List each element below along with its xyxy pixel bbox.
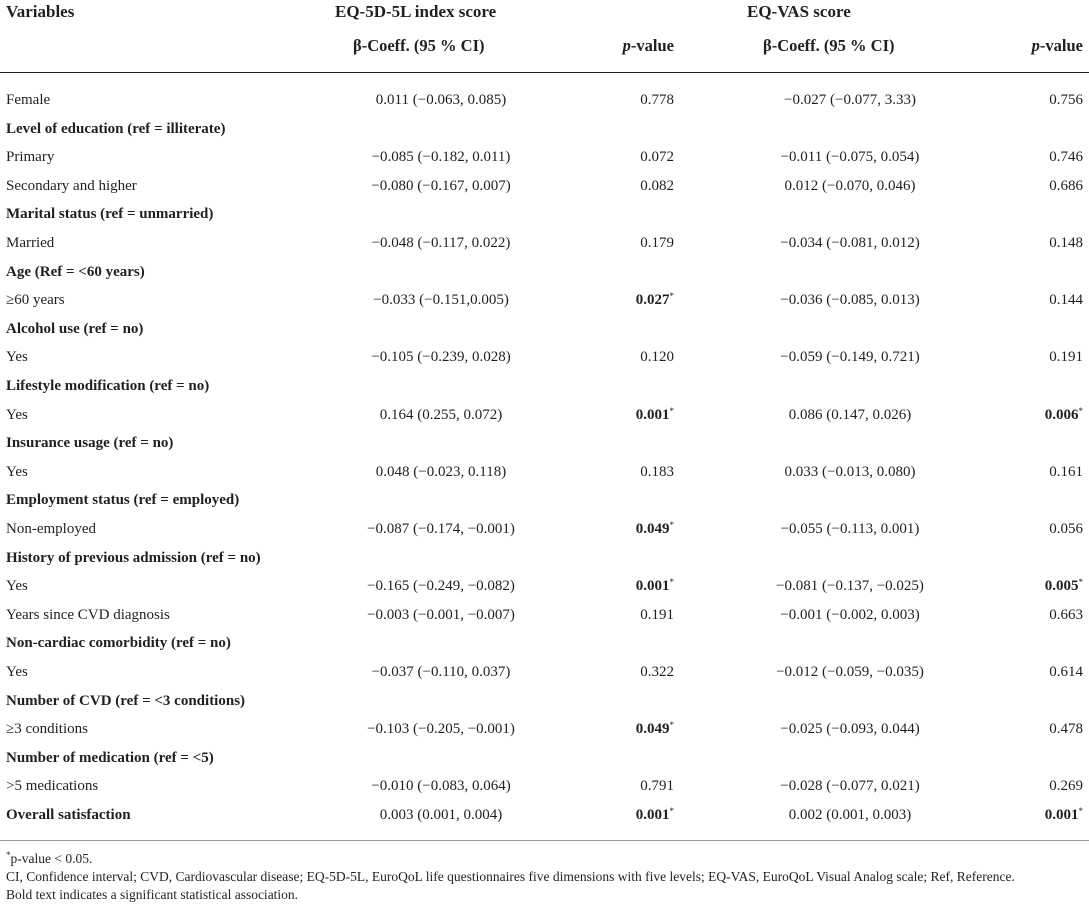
group-row — [0, 486, 1089, 514]
eq5d-pvalue: 0.322 — [640, 664, 674, 680]
row-label: ≥60 years — [6, 292, 65, 309]
row-label: Insurance usage (ref = no) — [6, 435, 174, 452]
eqvas-pvalue: 0.686 — [1049, 177, 1083, 194]
eq5d-coefficient: 0.048 (−0.023, 0.118) — [375, 463, 507, 480]
eqvas-pvalue: 0.756 — [1049, 92, 1083, 108]
eq5d-coefficient: −0.037 (−0.110, 0.037) — [371, 664, 511, 680]
eqvas-coefficient: 0.086 (0.147, 0.026) — [788, 406, 912, 423]
row-label: Female — [6, 92, 51, 108]
row-label: Yes — [6, 578, 28, 595]
eq5d-coefficient: 0.011 (−0.063, 0.085) — [375, 92, 507, 108]
eqvas-pvalue: 0.001* — [1044, 806, 1083, 823]
row-label: Lifestyle modification (ref = no) — [6, 378, 210, 394]
group-row — [0, 687, 1089, 715]
eqvas-pvalue: 0.056 — [1049, 521, 1083, 537]
footnote-significance: *p-value < 0.05. — [6, 850, 93, 866]
eqvas-coefficient: −0.025 (−0.093, 0.044) — [780, 721, 920, 738]
eqvas-coefficient: −0.059 (−0.149, 0.721) — [780, 349, 920, 366]
group-row — [0, 115, 1089, 143]
eq5d-coefficient: −0.085 (−0.182, 0.011) — [371, 149, 511, 166]
eqvas-pvalue: 0.746 — [1049, 149, 1083, 166]
table-row — [0, 343, 1089, 371]
eq5d-pvalue: 0.120 — [640, 349, 674, 366]
eqvas-coefficient: 0.033 (−0.013, 0.080) — [784, 463, 916, 480]
eqvas-pvalue: 0.148 — [1049, 235, 1083, 251]
eq5d-coefficient: −0.080 (−0.167, 0.007) — [371, 177, 511, 194]
group-row — [0, 315, 1089, 343]
header-rule — [0, 72, 1089, 73]
table-row — [0, 229, 1089, 257]
eqvas-coefficient: −0.055 (−0.113, 0.001) — [780, 521, 920, 537]
table-row — [0, 86, 1089, 114]
eqvas-coefficient: −0.012 (−0.059, −0.035) — [776, 664, 924, 680]
eqvas-pvalue: 0.161 — [1049, 463, 1083, 480]
row-label: Employment status (ref = employed) — [6, 492, 240, 509]
eq5d-pvalue: 0.027* — [635, 291, 674, 309]
table-row — [0, 172, 1089, 200]
group-row — [0, 200, 1089, 228]
header-pvalue-eqvas: p-value — [1031, 36, 1083, 55]
table-row — [0, 143, 1089, 171]
eq5d-coefficient: −0.033 (−0.151,0.005) — [373, 292, 509, 309]
eqvas-pvalue: 0.006* — [1044, 405, 1083, 423]
row-label: Yes — [6, 664, 28, 680]
row-label: Non-employed — [6, 521, 96, 537]
eq5d-coefficient: −0.105 (−0.239, 0.028) — [371, 349, 511, 366]
eq5d-coefficient: −0.165 (−0.249, −0.082) — [367, 578, 515, 595]
table-footnotes — [6, 850, 1086, 904]
row-label: Secondary and higher — [6, 177, 137, 194]
eqvas-pvalue: 0.478 — [1049, 721, 1083, 738]
row-label: Level of education (ref = illiterate) — [6, 120, 226, 137]
eq5d-coefficient: −0.087 (−0.174, −0.001) — [367, 521, 515, 537]
group-row — [0, 429, 1089, 457]
table-row — [0, 401, 1089, 429]
row-label: Years since CVD diagnosis — [6, 606, 170, 623]
row-label: History of previous admission (ref = no) — [6, 549, 261, 566]
table-row — [0, 458, 1089, 486]
eqvas-pvalue: 0.191 — [1049, 349, 1083, 366]
eq5d-pvalue: 0.001* — [635, 806, 674, 823]
eqvas-coefficient: −0.036 (−0.085, 0.013) — [780, 292, 920, 309]
table-row — [0, 772, 1089, 800]
eq5d-coefficient: −0.010 (−0.083, 0.064) — [371, 778, 511, 795]
eq5d-pvalue: 0.179 — [640, 235, 674, 251]
eq5d-coefficient: −0.003 (−0.001, −0.007) — [367, 606, 515, 623]
row-label: Primary — [6, 149, 55, 166]
table-row — [0, 658, 1089, 686]
eqvas-pvalue: 0.614 — [1049, 664, 1083, 680]
group-row — [0, 258, 1089, 286]
group-row — [0, 744, 1089, 772]
footnote-bold: Bold text indicates a significant statistical association. — [6, 887, 299, 902]
eq5d-pvalue: 0.001* — [635, 577, 674, 595]
eqvas-coefficient: −0.028 (−0.077, 0.021) — [780, 778, 920, 795]
eqvas-coefficient: 0.012 (−0.070, 0.046) — [784, 177, 916, 194]
eq5d-pvalue: 0.183 — [640, 463, 674, 480]
eqvas-pvalue: 0.144 — [1049, 292, 1083, 309]
table-row — [0, 715, 1089, 743]
eq5d-coefficient: −0.103 (−0.205, −0.001) — [367, 721, 515, 738]
header-pvalue-eq5d: p-value — [622, 36, 674, 55]
eq5d-coefficient: 0.003 (0.001, 0.004) — [379, 807, 503, 823]
row-label: Number of medication (ref = <5) — [6, 749, 214, 766]
table-row — [0, 601, 1089, 629]
eq5d-pvalue: 0.049* — [635, 520, 674, 537]
row-label: Yes — [6, 463, 28, 480]
eqvas-coefficient: −0.011 (−0.075, 0.054) — [780, 149, 920, 166]
row-label: Age (Ref = <60 years) — [6, 263, 145, 280]
table-row — [0, 515, 1089, 543]
row-label: >5 medications — [6, 778, 99, 795]
group-row — [0, 801, 1089, 829]
row-label: ≥3 conditions — [6, 721, 88, 738]
group-row — [0, 544, 1089, 572]
row-label: Marital status (ref = unmarried) — [6, 206, 214, 223]
row-label: Alcohol use (ref = no) — [6, 320, 144, 337]
row-label: Married — [6, 235, 55, 251]
footnote-abbreviations: CI, Confidence interval; CVD, Cardiovascular disease; EQ-5D-5L, EuroQoL life questionnaires five dimensions with five levels; EQ-VAS, EuroQoL Visual Analog scale; Ref, Reference. — [6, 869, 1015, 884]
eq5d-pvalue: 0.778 — [640, 92, 674, 108]
eqvas-pvalue: 0.663 — [1049, 606, 1083, 623]
header-variables: Variables — [6, 2, 75, 21]
eq5d-pvalue: 0.191 — [640, 606, 674, 623]
eqvas-coefficient: −0.034 (−0.081, 0.012) — [780, 235, 920, 251]
header-eqvas: EQ-VAS score — [747, 2, 851, 21]
eqvas-pvalue: 0.269 — [1049, 778, 1083, 795]
group-row — [0, 372, 1089, 400]
table-row — [0, 572, 1089, 600]
eq5d-pvalue: 0.072 — [640, 149, 674, 166]
header-eq5d: EQ-5D-5L index score — [335, 2, 497, 21]
eq5d-coefficient: −0.048 (−0.117, 0.022) — [371, 235, 511, 251]
eq5d-pvalue: 0.001* — [635, 405, 674, 423]
eqvas-coefficient: 0.002 (0.001, 0.003) — [788, 807, 912, 823]
eqvas-coefficient: −0.027 (−0.077, 3.33) — [784, 92, 916, 108]
eqvas-pvalue: 0.005* — [1044, 577, 1083, 595]
group-row — [0, 629, 1089, 657]
eq5d-pvalue: 0.791 — [640, 778, 674, 795]
eq5d-pvalue: 0.049* — [635, 720, 674, 738]
eqvas-coefficient: −0.001 (−0.002, 0.003) — [780, 606, 920, 623]
eq5d-coefficient: 0.164 (0.255, 0.072) — [379, 406, 503, 423]
row-label: Overall satisfaction — [6, 807, 131, 823]
eq5d-pvalue: 0.082 — [640, 177, 674, 194]
header-coef-eqvas: β-Coeff. (95 % CI) — [763, 36, 895, 55]
eqvas-coefficient: −0.081 (−0.137, −0.025) — [776, 578, 924, 595]
row-label: Number of CVD (ref = <3 conditions) — [6, 692, 246, 709]
table-row — [0, 286, 1089, 314]
row-label: Yes — [6, 406, 28, 423]
bottom-rule — [0, 840, 1089, 841]
row-label: Non-cardiac comorbidity (ref = no) — [6, 635, 231, 652]
header-coef-eq5d: β-Coeff. (95 % CI) — [353, 36, 485, 55]
row-label: Yes — [6, 349, 28, 366]
